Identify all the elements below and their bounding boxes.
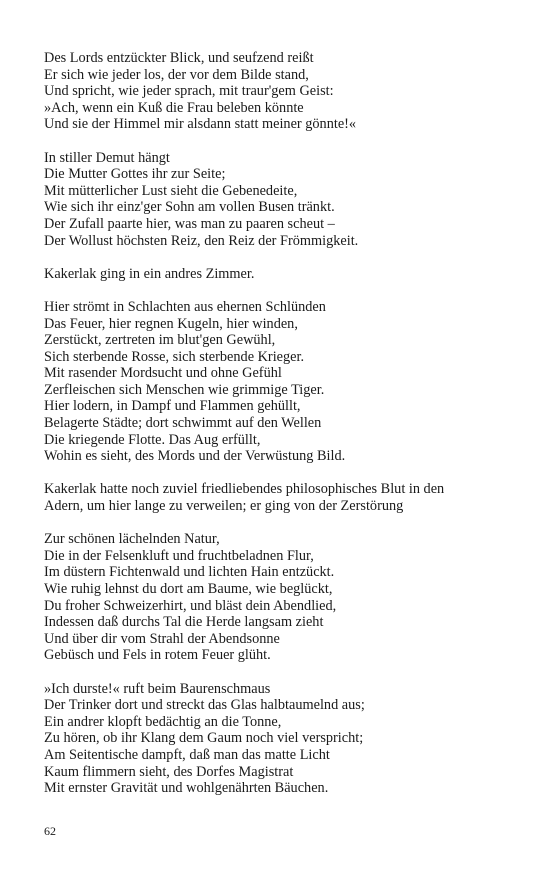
text-line: Wohin es sieht, des Mords und der Verwüstung Bild. [44,448,346,465]
text-line: Kakerlak hatte noch zuviel friedliebendes philosophisches Blut in den [44,481,445,498]
text-line: Und über dir vom Strahl der Abendsonne [44,630,280,647]
text-line: Zur schönen lächelnden Natur, [44,531,220,548]
text-line: Im düstern Fichtenwald und lichten Hain entzückt. [44,564,335,581]
text-line: Die Mutter Gottes ihr zur Seite; [44,166,226,183]
verse-stanza [44,150,514,250]
text-line: Der Wollust höchsten Reiz, den Reiz der Frömmigkeit. [44,232,359,249]
text-line: »Ich durste!« ruft beim Baurenschmaus [44,680,271,697]
text-line: In stiller Demut hängt [44,149,170,166]
text-line: Sich sterbende Rosse, sich sterbende Krieger. [44,348,305,365]
text-line: Zerstückt, zertreten im blut'gen Gewühl, [44,332,276,349]
text-line: Am Seitentische dampft, daß man das matte Licht [44,746,330,763]
text-line: Adern, um hier lange zu verweilen; er ging von der Zerstörung [44,498,404,515]
text-line: Ein andrer klopft bedächtig an die Tonne, [44,713,282,730]
text-line: Wie sich ihr einz'ger Sohn am vollen Busen tränkt. [44,199,335,216]
prose-paragraph [44,481,514,514]
prose-paragraph [44,266,514,283]
verse-stanza [44,531,514,664]
text-line: Kaum flimmern sieht, des Dorfes Magistrat [44,763,294,780]
text-line: Der Zufall paarte hier, was man zu paaren scheut – [44,215,335,232]
verse-stanza [44,299,514,465]
verse-stanza [44,50,514,133]
text-line: Mit mütterlicher Lust sieht die Gebenedeite, [44,182,298,199]
verse-stanza [44,681,514,797]
text-line: Die in der Felsenkluft und fruchtbeladnen Flur, [44,547,314,564]
text-line: Das Feuer, hier regnen Kugeln, hier winden, [44,315,298,332]
text-line: Hier strömt in Schlachten aus ehernen Schlünden [44,298,326,315]
text-line: Und sie der Himmel mir alsdann statt meiner gönnte!« [44,116,357,133]
text-line: Zerfleischen sich Menschen wie grimmige Tiger. [44,381,325,398]
text-line: Der Trinker dort und streckt das Glas halbtaumelnd aus; [44,697,365,714]
text-line: Des Lords entzückter Blick, und seufzend reißt [44,50,314,66]
text-line: Die kriegende Flotte. Das Aug erfüllt, [44,431,261,448]
text-line: Du froher Schweizerhirt, und bläst dein Abendlied, [44,597,337,614]
text-line: Er sich wie jeder los, der vor dem Bilde stand, [44,66,309,83]
text-line: Zu hören, ob ihr Klang dem Gaum noch viel verspricht; [44,730,364,747]
text-line: »Ach, wenn ein Kuß die Frau beleben könnte [44,99,304,116]
page-body [44,50,514,813]
text-line: Belagerte Städte; dort schwimmt auf den Wellen [44,415,322,432]
text-line: Hier lodern, in Dampf und Flammen gehüllt, [44,398,301,415]
text-line: Mit rasender Mordsucht und ohne Gefühl [44,365,282,382]
text-line: Kakerlak ging in ein andres Zimmer. [44,265,255,282]
text-line: Und spricht, wie jeder sprach, mit traur'gem Geist: [44,83,334,100]
text-line: Gebüsch und Fels in rotem Feuer glüht. [44,647,271,664]
text-line: Wie ruhig lehnst du dort am Baume, wie beglückt, [44,581,333,597]
text-line: Indessen daß durchs Tal die Herde langsam zieht [44,614,324,631]
page-number: 62 [44,824,56,838]
text-line: Mit ernster Gravität und wohlgenährten Bäuchen. [44,780,329,797]
